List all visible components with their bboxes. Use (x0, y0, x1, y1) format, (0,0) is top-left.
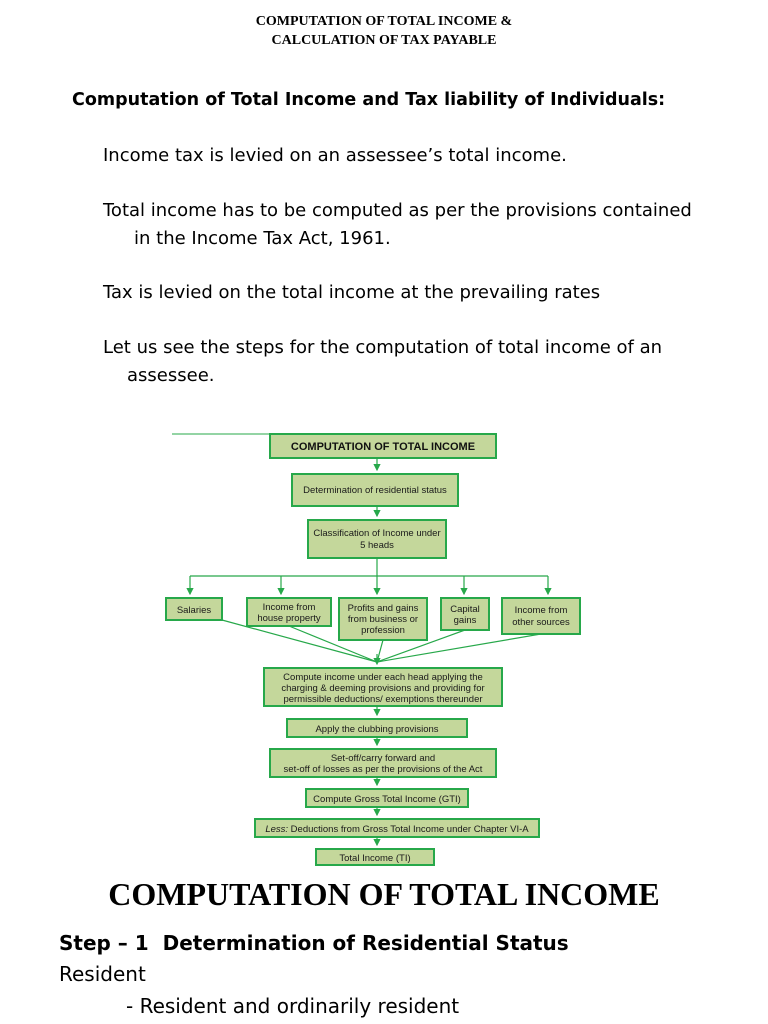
paragraph-1-text: Income tax is levied on an assessee’s total income. (103, 145, 567, 166)
flow-box-deductions (255, 819, 539, 837)
flow-title-text: COMPUTATION OF TOTAL INCOME (290, 441, 476, 453)
flow-box-head-other-sources (502, 598, 580, 634)
flow-head-capital-line2: gains (453, 615, 477, 626)
flow-box-total-income (316, 849, 434, 865)
resident-list-item: - Resident and ordinarily resident (126, 994, 460, 1018)
flow-box-setoff (270, 749, 496, 777)
flow-head-other-line1: Income from (514, 605, 568, 616)
flow-deductions-prefix: Less: (265, 824, 289, 835)
document-title (0, 12, 768, 50)
flow-box-head-house-property (247, 598, 331, 626)
paragraph-3 (103, 279, 753, 307)
flow-setoff-line2: set-off of losses as per the provisions of the Act (283, 764, 483, 775)
flow-compute-line3: permissible deductions/ exemptions thereunder (283, 694, 483, 705)
resident-label: Resident (59, 962, 146, 986)
flow-box-compute-income (264, 668, 502, 706)
flow-classification-line2: 5 heads (360, 540, 394, 551)
paragraph-4-line2: assessee. (127, 365, 215, 386)
paragraph-2 (103, 197, 753, 253)
flow-classification-line1: Classification of Income under (313, 528, 441, 539)
flow-head-capital-line1: Capital (450, 604, 480, 615)
flow-residential-text: Determination of residential status (303, 485, 447, 496)
main-heading: COMPUTATION OF TOTAL INCOME (108, 876, 660, 912)
flow-ti-text: Total Income (TI) (339, 853, 411, 864)
flow-box-head-business (339, 598, 427, 640)
document-title-line2: CALCULATION OF TAX PAYABLE (271, 33, 497, 48)
total-income-flowchart (160, 428, 600, 868)
flow-compute-line2: charging & deeming provisions and providing for (281, 683, 485, 694)
flow-box-title (270, 434, 496, 458)
paragraph-4-line1: Let us see the steps for the computation of total income of an (103, 337, 663, 358)
flow-head-house-line2: house property (257, 613, 321, 624)
flow-deductions-rest: Deductions from Gross Total Income under Chapter VI-A (288, 824, 529, 835)
paragraph-1 (103, 142, 753, 170)
flow-head-house-line1: Income from (262, 602, 316, 613)
flow-box-head-capital-gains (441, 598, 489, 630)
flow-compute-line1: Compute income under each head applying the (283, 672, 483, 683)
flow-gti-text: Compute Gross Total Income (GTI) (313, 794, 461, 805)
flow-head-business-line3: profession (361, 625, 405, 636)
flow-head-business-line1: Profits and gains (347, 603, 419, 614)
flow-head-salaries-text: Salaries (176, 605, 212, 616)
flow-deductions-text (265, 824, 529, 835)
paragraph-2-line2: in the Income Tax Act, 1961. (134, 228, 391, 249)
flow-box-classification (308, 520, 446, 558)
flow-box-clubbing (287, 719, 467, 737)
paragraph-4 (103, 334, 753, 390)
flow-clubbing-text: Apply the clubbing provisions (315, 724, 439, 735)
flow-converge-line (377, 640, 383, 662)
step-1-heading: Step – 1 Determination of Residential Status (59, 931, 569, 955)
paragraph-2-line1: Total income has to be computed as per the provisions contained (103, 200, 692, 221)
document-title-line1: COMPUTATION OF TOTAL INCOME & (255, 14, 513, 29)
flow-setoff-line1: Set-off/carry forward and (330, 753, 436, 764)
flow-box-head-salaries (166, 598, 222, 620)
flow-head-other-line2: other sources (512, 617, 570, 628)
paragraph-3-text: Tax is levied on the total income at the prevailing rates (103, 282, 601, 303)
flow-box-residential-status (292, 474, 458, 506)
flow-head-business-line2: from business or (347, 614, 419, 625)
section-heading: Computation of Total Income and Tax liability of Individuals: (72, 90, 666, 110)
flow-box-gti (306, 789, 468, 807)
